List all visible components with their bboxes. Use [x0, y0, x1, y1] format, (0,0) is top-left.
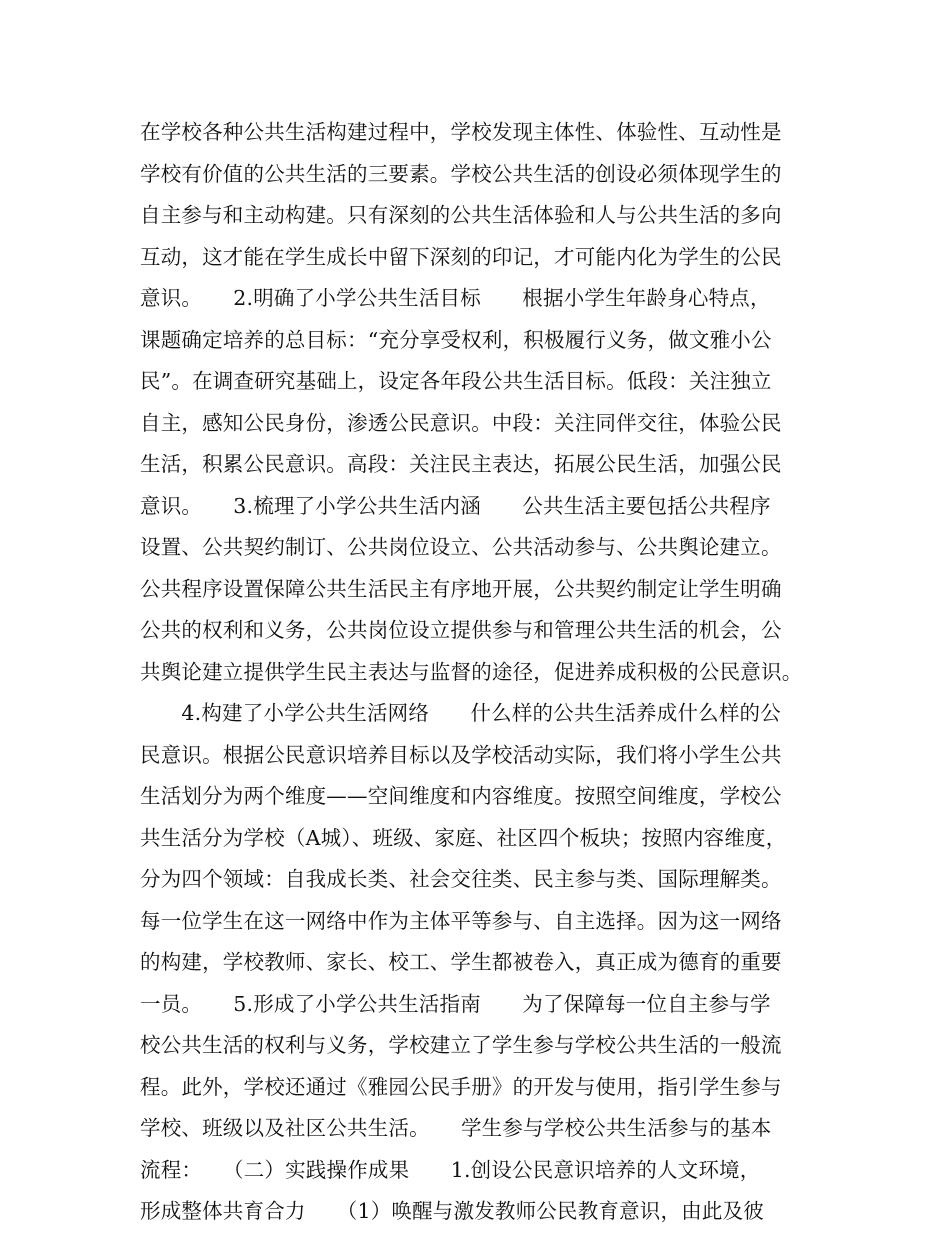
text-line: 学校、班级以及社区公共生活。 学生参与学校公共生活参与的基本: [140, 1116, 772, 1140]
text-line: 互动，这才能在学生成长中留下深刻的印记，才可能内化为学生的公民: [140, 244, 782, 269]
text-line: 共舆论建立提供学生民主表达与监督的途径，促进养成积极的公民意识。: [140, 659, 803, 684]
text-line: 意识。 3.梳理了小学公共生活内涵 公共生活主要包括公共程序: [140, 493, 771, 518]
text-line: 共生活分为学校（A城）、班级、家庭、社区四个板块；按照内容维度，: [140, 825, 787, 850]
text-line: 流程： （二）实践操作成果 1.创设公民意识培养的人文环境，: [140, 1157, 761, 1182]
text-line: 分为四个领域：自我成长类、社会交往类、民主参与类、国际理解类。: [140, 867, 782, 891]
text-line: 每一位学生在这一网络中作为主体平等参与、自主选择。因为这一网络: [140, 908, 782, 933]
text-line: 程。此外，学校还通过《雅园公民手册》的开发与使用，指引学生参与: [140, 1074, 782, 1099]
text-line: 一员。 5.形成了小学公共生活指南 为了保障每一位自主参与学: [140, 991, 771, 1016]
text-line: 民意识。根据公民意识培养目标以及学校活动实际，我们将小学生公共: [140, 742, 782, 767]
text-line: 意识。 2.明确了小学公共生活目标 根据小学生年龄身心特点，: [140, 286, 771, 310]
text-line: 校公共生活的权利与义务，学校建立了学生参与学校公共生活的一般流: [140, 1033, 782, 1057]
body-text: [140, 112, 830, 1233]
text-line: 民”。在调查研究基础上，设定各年段公共生活目标。低段：关注独立: [140, 369, 772, 393]
text-line: 自主参与和主动构建。只有深刻的公共生活体验和人与公共生活的多向: [140, 203, 782, 227]
text-line: 设置、公共契约制订、公共岗位设立、公共活动参与、公共舆论建立。: [140, 535, 782, 559]
text-line: 生活，积累公民意识。高段：关注民主表达，拓展公民生活，加强公民: [140, 452, 782, 476]
text-line: 生活划分为两个维度——空间维度和内容维度。按照空间维度，学校公: [140, 784, 782, 808]
text-line: 自主，感知公民身份，渗透公民意识。中段：关注同伴交往，体验公民: [140, 410, 782, 435]
text-line: 学校有价值的公共生活的三要素。学校公共生活的创设必须体现学生的: [140, 161, 782, 186]
text-line: 在学校各种公共生活构建过程中，学校发现主体性、体验性、互动性是: [140, 120, 782, 144]
text-line: 公共的权利和义务，公共岗位设立提供参与和管理公共生活的机会，公: [140, 618, 782, 642]
text-line: 课题确定培养的总目标：“充分享受权利，积极履行义务，做文雅小公: [140, 327, 772, 352]
text-line: 的构建，学校教师、家长、校工、学生都被卷入，真正成为德育的重要: [140, 950, 782, 974]
text-line: 形成整体共育合力 （1）唤醒与激发教师公民教育意识，由此及彼: [140, 1199, 764, 1223]
text-line: 公共程序设置保障公共生活民主有序地开展，公共契约制定让学生明确: [140, 576, 782, 601]
text-line: 4.构建了小学公共生活网络 什么样的公共生活养成什么样的公: [140, 701, 781, 725]
